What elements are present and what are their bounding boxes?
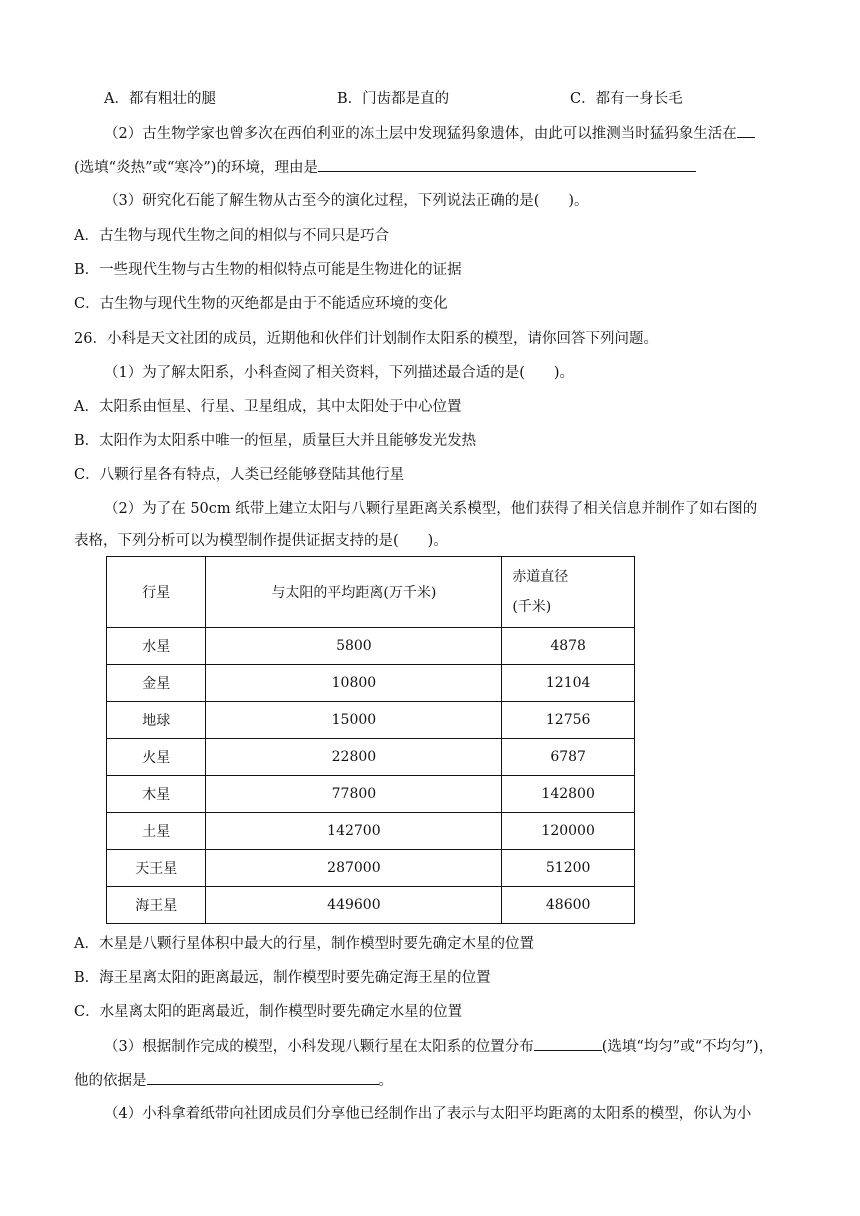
cell-distance: 287000 bbox=[206, 850, 502, 887]
q25-option-b: B．门齿都是直的 bbox=[337, 91, 450, 107]
answer-blank[interactable] bbox=[737, 123, 755, 138]
q25-option-a: A．都有粗壮的腿 bbox=[104, 91, 216, 107]
header-diameter-line2: (千米) bbox=[512, 599, 552, 615]
table-row bbox=[107, 813, 635, 850]
q26-stem: 26．小科是天文社团的成员，近期他和伙伴们计划制作太阳系的模型，请你回答下列问题。 bbox=[74, 331, 658, 347]
cell-planet: 木星 bbox=[107, 776, 206, 813]
q25-part2-text-2: (选填“炎热”或“寒冷”)的环境，理由是 bbox=[74, 160, 318, 176]
q25-option-c: C．都有一身长毛 bbox=[570, 91, 683, 107]
q25-part2-text: （2）古生物学家也曾多次在西伯利亚的冻土层中发现猛犸象遗体，由此可以推测当时猛犸象生活在 bbox=[104, 126, 737, 142]
q25-part3-option-b: B．一些现代生物与古生物的相似特点可能是生物进化的证据 bbox=[74, 262, 462, 278]
q26-part1-option-c: C．八颗行星各有特点，人类已经能够登陆其他行星 bbox=[74, 467, 405, 483]
cell-distance: 15000 bbox=[206, 702, 502, 739]
table-row bbox=[107, 776, 635, 813]
q26-part4: （4）小科拿着纸带向社团成员们分享他已经制作出了表示与太阳平均距离的太阳系的模型，你认为小 bbox=[104, 1106, 752, 1122]
table-header-row bbox=[107, 557, 635, 628]
cell-distance: 5800 bbox=[206, 628, 502, 665]
q26-part2-option-c: C．水星离太阳的距离最近，制作模型时要先确定水星的位置 bbox=[74, 1004, 463, 1020]
cell-diameter: 51200 bbox=[502, 850, 635, 887]
q25-part3-option-c: C．古生物与现代生物的灭绝都是由于不能适应环境的变化 bbox=[74, 296, 448, 312]
table-row bbox=[107, 887, 635, 924]
answer-blank[interactable] bbox=[318, 157, 696, 172]
cell-distance: 449600 bbox=[206, 887, 502, 924]
q26-part2-option-a: A．木星是八颗行星体积中最大的行星，制作模型时要先确定木星的位置 bbox=[74, 936, 534, 952]
header-distance: 与太阳的平均距离(万千米) bbox=[206, 557, 502, 628]
header-diameter-line1: 赤道直径 bbox=[512, 569, 569, 585]
q26-part3-text: （3）根据制作完成的模型，小科发现八颗行星在太阳系的位置分布 bbox=[104, 1039, 534, 1055]
table-row bbox=[107, 702, 635, 739]
q25-part3-option-a: A．古生物与现代生物之间的相似与不同只是巧合 bbox=[74, 228, 389, 244]
table-row bbox=[107, 850, 635, 887]
cell-diameter: 120000 bbox=[502, 813, 635, 850]
cell-distance: 22800 bbox=[206, 739, 502, 776]
q26-part3-hint: (选填“均匀”或“不均匀”)， bbox=[601, 1039, 774, 1055]
cell-planet: 海王星 bbox=[107, 887, 206, 924]
q25-part2-line1 bbox=[104, 123, 755, 144]
q26-part2-option-b: B．海王星离太阳的距离最远，制作模型时要先确定海王星的位置 bbox=[74, 970, 491, 986]
answer-blank[interactable] bbox=[534, 1036, 602, 1051]
cell-planet: 天王星 bbox=[107, 850, 206, 887]
cell-distance: 77800 bbox=[206, 776, 502, 813]
cell-diameter: 4878 bbox=[502, 628, 635, 665]
q26-part1-option-b: B．太阳作为太阳系中唯一的恒星，质量巨大并且能够发光发热 bbox=[74, 433, 477, 449]
cell-diameter: 48600 bbox=[502, 887, 635, 924]
answer-blank[interactable] bbox=[147, 1070, 379, 1085]
q26-part2-line2: 表格，下列分析可以为模型制作提供证据支持的是( )。 bbox=[74, 533, 448, 549]
header-diameter bbox=[502, 557, 635, 628]
header-planet: 行星 bbox=[107, 557, 206, 628]
cell-distance: 142700 bbox=[206, 813, 502, 850]
q26-part3-line1 bbox=[104, 1036, 773, 1057]
planet-table bbox=[106, 556, 635, 924]
cell-planet: 火星 bbox=[107, 739, 206, 776]
q26-part1-option-a: A．太阳系由恒星、行星、卫星组成，其中太阳处于中心位置 bbox=[74, 399, 462, 415]
q26-part1: （1）为了解太阳系，小科查阅了相关资料，下列描述最合适的是( )。 bbox=[104, 365, 575, 381]
q26-part2-line1: （2）为了在 50cm 纸带上建立太阳与八颗行星距离关系模型，他们获得了相关信息并制作了如右图的 bbox=[104, 501, 758, 517]
q25-part2-line2 bbox=[74, 157, 696, 178]
cell-planet: 土星 bbox=[107, 813, 206, 850]
cell-diameter: 142800 bbox=[502, 776, 635, 813]
q26-part3-end: 。 bbox=[378, 1073, 393, 1089]
q26-part3-line2 bbox=[74, 1070, 393, 1091]
cell-planet: 地球 bbox=[107, 702, 206, 739]
cell-distance: 10800 bbox=[206, 665, 502, 702]
cell-diameter: 6787 bbox=[502, 739, 635, 776]
table-row bbox=[107, 739, 635, 776]
cell-diameter: 12104 bbox=[502, 665, 635, 702]
cell-planet: 水星 bbox=[107, 628, 206, 665]
cell-diameter: 12756 bbox=[502, 702, 635, 739]
table-row bbox=[107, 665, 635, 702]
cell-planet: 金星 bbox=[107, 665, 206, 702]
table-row bbox=[107, 628, 635, 665]
q26-part3-text-2: 他的依据是 bbox=[74, 1073, 147, 1089]
q25-part3: （3）研究化石能了解生物从古至今的演化过程，下列说法正确的是( )。 bbox=[104, 193, 589, 209]
